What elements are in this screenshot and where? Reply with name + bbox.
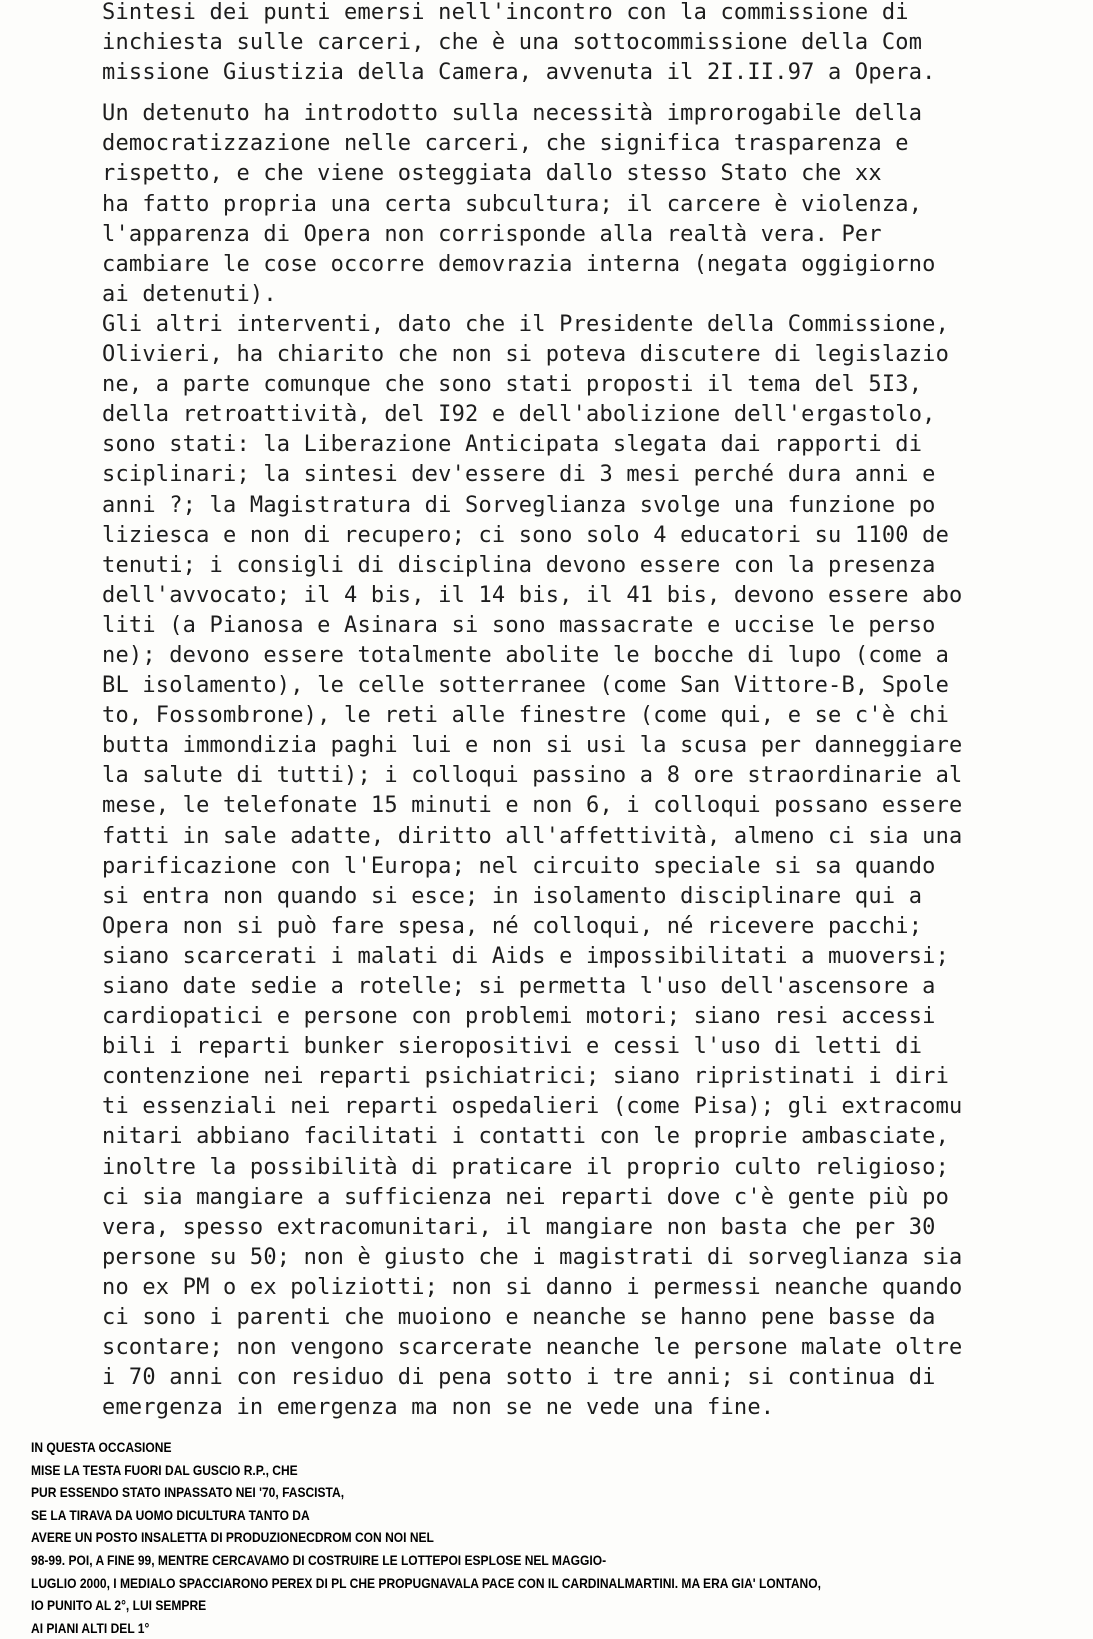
text-line: sciplinari; la sintesi dev'essere di 3 mesi perché dura anni e <box>102 462 936 488</box>
text-line: si entra non quando si esce; in isolamento disciplinare qui a <box>102 883 923 909</box>
annotation-block <box>31 1436 925 1639</box>
text-line: contenzione nei reparti psichiatrici; siano ripristinati i diri <box>102 1064 950 1090</box>
text-line: siano scarcerati i malati di Aids e impossibilitati a muoversi; <box>102 943 950 969</box>
body-paragraph <box>102 99 1087 1423</box>
text-line: parificazione con l'Europa; nel circuito speciale si sa quando <box>102 853 936 879</box>
text-line: emergenza in emergenza ma non se ne vede una fine. <box>102 1395 775 1421</box>
text-line: BL isolamento), le celle sotterranee (come San Vittore-B, Spole <box>102 673 950 699</box>
text-line: liti (a Pianosa e Asinara si sono massacrate e uccise le perso <box>102 612 936 638</box>
paragraph-gap <box>102 88 1087 99</box>
heading-paragraph <box>102 0 1087 88</box>
text-line: cardiopatici e persone con problemi motori; siano resi accessi <box>102 1004 936 1030</box>
text-line: siano date sedie a rotelle; si permetta l'uso dell'ascensore a <box>102 974 936 999</box>
text-line: missione Giustizia della Camera, avvenuta il 2I.II.97 a Opera. <box>102 60 936 86</box>
text-line: Opera non si può fare spesa, né colloqui, né ricevere pacchi; <box>102 913 923 939</box>
text-line: sono stati: la Liberazione Anticipata slegata dai rapporti di <box>102 432 923 458</box>
text-line: Olivieri, ha chiarito che non si poteva discutere di legislazio <box>102 342 950 368</box>
text-line: i 70 anni con residuo di pena sotto i tre anni; si continua di <box>102 1365 936 1391</box>
text-line: ai detenuti). <box>102 281 277 307</box>
annotation-line: SE LA TIRAVA DA UOMO DICULTURA TANTO DA <box>31 1506 310 1523</box>
text-line: Gli altri interventi, dato che il Presidente della Commissione, <box>102 311 950 337</box>
text-line: ne); devono essere totalmente abolite le bocche di lupo (come a <box>102 642 950 668</box>
text-line: liziesca e non di recupero; ci sono solo 4 educatori su 1100 de <box>102 522 950 548</box>
text-line: mese, le telefonate 15 minuti e non 6, i colloqui possano essere <box>102 793 963 819</box>
text-line: democratizzazione nelle carceri, che significa trasparenza e <box>102 131 909 157</box>
annotation-line: 98-99. POI, A FINE 99, MENTRE CERCAVAMO DI COSTRUIRE LE LOTTEPOI ESPLOSE NEL MAGGIO- <box>31 1551 607 1568</box>
handwritten-annotation <box>31 1436 925 1639</box>
text-line: ti essenziali nei reparti ospedalieri (come Pisa); gli extracomu <box>102 1094 963 1120</box>
text-line: della retroattività, del I92 e dell'abolizione dell'ergastolo, <box>102 402 936 428</box>
text-line: fatti in sale adatte, diritto all'affettività, almeno ci sia una <box>102 823 963 849</box>
text-line: dell'avvocato; il 4 bis, il 14 bis, il 41 bis, devono essere abo <box>102 582 963 608</box>
annotation-line: MISE LA TESTA FUORI DAL GUSCIO R.P., CHE <box>31 1461 298 1478</box>
annotation-line: IN QUESTA OCCASIONE <box>31 1439 172 1455</box>
text-line: la salute di tutti); i colloqui passino a 8 ore straordinarie al <box>102 763 963 789</box>
text-line: inchiesta sulle carceri, che è una sottocommissione della Com <box>102 30 923 56</box>
text-line: anni ?; la Magistratura di Sorveglianza svolge una funzione po <box>102 492 936 518</box>
text-line: vera, spesso extracomunitari, il mangiare non basta che per 30 <box>102 1214 936 1240</box>
text-line: cambiare le cose occorre demovrazia interna (negata oggigiorno <box>102 251 936 277</box>
text-line: Un detenuto ha introdotto sulla necessità improrogabile della <box>102 101 923 127</box>
text-line: inoltre la possibilità di praticare il proprio culto religioso; <box>102 1154 950 1180</box>
annotation-line: AVERE UN POSTO INSALETTA DI PRODUZIONECDROM CON NOI NEL <box>31 1529 434 1546</box>
annotation-line: PUR ESSENDO STATO INPASSATO NEI '70, FASCISTA, <box>31 1484 345 1501</box>
text-line: tenuti; i consigli di disciplina devono essere con la presenza <box>102 552 936 578</box>
annotation-line: LUGLIO 2000, I MEDIALO SPACCIARONO PEREX DI PL CHE PROPUGNAVALA PACE CON IL CARDINALMARTINI. MA ERA GIA' LONTANO, <box>31 1574 821 1591</box>
text-line: Sintesi dei punti emersi nell'incontro con la commissione di <box>102 0 909 25</box>
text-line: ne, a parte comunque che sono stati proposti il tema del 5I3, <box>102 372 923 398</box>
annotation-line: IO PUNITO AL 2°, LUI SEMPRE <box>31 1597 207 1614</box>
text-line: ci sia mangiare a sufficienza nei reparti dove c'è gente più po <box>102 1184 950 1210</box>
text-line: scontare; non vengono scarcerate neanche le persone malate oltre <box>102 1335 963 1361</box>
text-line: no ex PM o ex poliziotti; non si danno i permessi neanche quando <box>102 1274 963 1300</box>
text-line: butta immondizia paghi lui e non si usi la scusa per danneggiare <box>102 733 963 759</box>
text-line: rispetto, e che viene osteggiata dallo stesso Stato che xx <box>102 161 882 187</box>
text-line: bili i reparti bunker sieropositivi e cessi l'uso di letti di <box>102 1034 923 1060</box>
text-line: nitari abbiano facilitati i contatti con le proprie ambasciate, <box>102 1124 950 1150</box>
text-line: ha fatto propria una certa subcultura; il carcere è violenza, <box>102 191 923 217</box>
text-line: ci sono i parenti che muoiono e neanche se hanno pene basse da <box>102 1305 936 1331</box>
annotation-line: AI PIANI ALTI DEL 1° <box>31 1619 150 1636</box>
text-line: to, Fossombrone), le reti alle finestre (come qui, e se c'è chi <box>102 703 950 729</box>
typewritten-text <box>102 0 1087 1423</box>
text-line: persone su 50; non è giusto che i magistrati di sorveglianza sia <box>102 1244 963 1270</box>
text-line: l'apparenza di Opera non corrisponde alla realtà vera. Per <box>102 221 882 247</box>
